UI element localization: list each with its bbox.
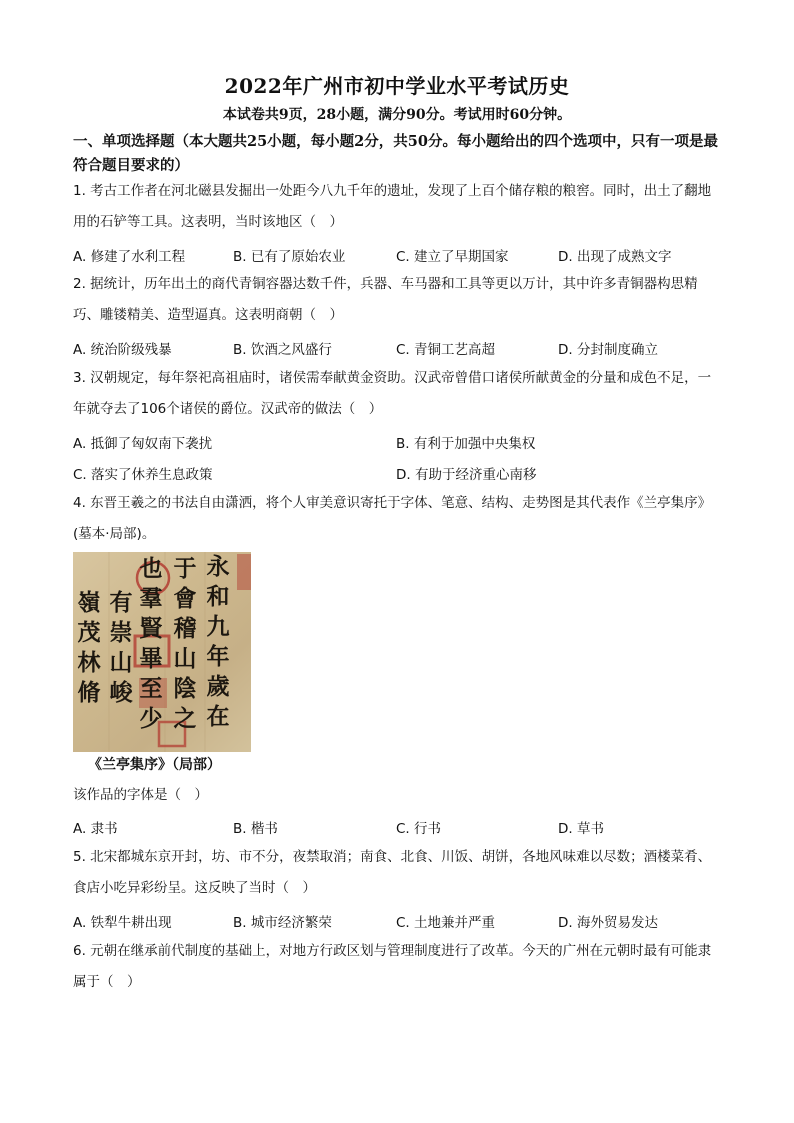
calligraphy-character: 九 xyxy=(206,613,230,640)
question-4-options xyxy=(73,817,723,841)
option-c[interactable]: C. 青铜工艺高超 xyxy=(396,342,496,358)
option-b[interactable]: B. 饮酒之风盛行 xyxy=(233,342,332,358)
page-subtitle: 本试卷共9页，28小题，满分90分。考试用时60分钟。 xyxy=(222,107,572,123)
option-d[interactable]: D. 草书 xyxy=(558,821,604,837)
calligraphy-character: 會 xyxy=(173,585,197,612)
calligraphy-character: 永 xyxy=(206,553,230,580)
calligraphy-character: 少 xyxy=(139,705,163,732)
calligraphy-character: 山 xyxy=(109,649,133,676)
question-2-options xyxy=(73,338,723,362)
question-3-options-row1 xyxy=(73,432,723,456)
option-d[interactable]: D. 海外贸易发达 xyxy=(558,915,658,931)
option-a[interactable]: A. 铁犁牛耕出现 xyxy=(73,915,172,931)
lantingxu-rubbing-image xyxy=(73,552,251,752)
calligraphy-character: 峻 xyxy=(109,679,133,706)
calligraphy-character: 有 xyxy=(109,589,133,616)
option-d[interactable]: D. 分封制度确立 xyxy=(558,342,658,358)
option-c[interactable]: C. 建立了早期国家 xyxy=(396,249,509,265)
question-3-stem: 3. 汉朝规定，每年祭祀高祖庙时，诸侯需奉献黄金资助。汉武帝曾借口诸侯所献黄金的分量和成色不足，一年就夺去了106个诸侯的爵位。汉武帝的做法（ ） xyxy=(73,370,712,417)
option-c[interactable]: C. 行书 xyxy=(396,821,442,837)
question-4-stem-2: 该作品的字体是（ ） xyxy=(73,787,208,803)
calligraphy-character: 年 xyxy=(206,643,230,670)
calligraphy-character: 崇 xyxy=(109,619,133,646)
question-5-stem: 5. 北宋都城东京开封，坊、市不分，夜禁取消；南食、北食、川饭、胡饼，各地风味难以尽数；酒楼菜肴、食店小吃异彩纷呈。这反映了当时（ ） xyxy=(73,849,712,896)
option-d[interactable]: D. 有助于经济重心南移 xyxy=(396,467,537,483)
calligraphy-character: 脩 xyxy=(77,679,101,706)
option-a[interactable]: A. 隶书 xyxy=(73,821,118,837)
option-b[interactable]: B. 楷书 xyxy=(233,821,278,837)
calligraphy-character: 和 xyxy=(206,583,230,610)
calligraphy-character: 賢 xyxy=(139,615,163,642)
calligraphy-character: 歲 xyxy=(206,673,230,700)
calligraphy-character: 于 xyxy=(173,555,197,582)
question-3-options-row2 xyxy=(73,463,723,487)
calligraphy-character: 也 xyxy=(139,555,163,582)
calligraphy-image xyxy=(73,552,251,752)
section-heading: 一、单项选择题（本大题共25小题，每小题2分，共50分。每小题给出的四个选项中，只有一项是最符合题目要求的） xyxy=(73,133,718,174)
question-1-options xyxy=(73,245,723,269)
calligraphy-character: 茂 xyxy=(77,619,101,646)
question-1-stem: 1. 考古工作者在河北磁县发掘出一处距今八九千年的遗址，发现了上百个储存粮的粮窖。同时，出土了翻地用的石铲等工具。这表明，当时该地区（ ） xyxy=(73,183,712,230)
calligraphy-character: 林 xyxy=(77,649,101,676)
calligraphy-character: 陰 xyxy=(173,675,197,702)
option-a[interactable]: A. 统治阶级残暴 xyxy=(73,342,172,358)
option-c[interactable]: C. 落实了休养生息政策 xyxy=(73,467,213,483)
option-b[interactable]: B. 有利于加强中央集权 xyxy=(396,436,536,452)
edge-seal xyxy=(237,554,251,590)
question-6-stem: 6. 元朝在继承前代制度的基础上，对地方行政区划与管理制度进行了改革。今天的广州在元朝时最有可能隶属于（ ） xyxy=(73,943,712,990)
calligraphy-character: 稽 xyxy=(173,615,197,642)
option-b[interactable]: B. 已有了原始农业 xyxy=(233,249,346,265)
calligraphy-character: 在 xyxy=(206,703,230,730)
calligraphy-character: 羣 xyxy=(139,585,163,612)
calligraphy-character: 畢 xyxy=(139,645,163,672)
option-a[interactable]: A. 抵御了匈奴南下袭扰 xyxy=(73,436,213,452)
question-4-stem: 4. 东晋王羲之的书法自由潇洒，将个人审美意识寄托于字体、笔意、结构、走势图是其代表作《兰亭集序》(墓本·局部)。 xyxy=(73,495,712,542)
page-title: 2022年广州市初中学业水平考试历史 xyxy=(224,74,570,98)
option-b[interactable]: B. 城市经济繁荣 xyxy=(233,915,332,931)
question-5-options xyxy=(73,911,723,935)
calligraphy-character: 嶺 xyxy=(77,589,101,616)
option-d[interactable]: D. 出现了成熟文字 xyxy=(558,249,672,265)
question-2-stem: 2. 据统计，历年出土的商代青铜容器达数千件，兵器、车马器和工具等更以万计，其中许多青铜器构思精巧、雕镂精美、造型逼真。这表明商朝（ ） xyxy=(73,276,698,323)
calligraphy-character: 至 xyxy=(139,675,163,702)
calligraphy-character: 之 xyxy=(173,705,197,732)
option-a[interactable]: A. 修建了水利工程 xyxy=(73,249,186,265)
calligraphy-character: 山 xyxy=(173,645,197,672)
option-c[interactable]: C. 土地兼并严重 xyxy=(396,915,496,931)
figure-caption: 《兰亭集序》（局部） xyxy=(88,757,221,773)
